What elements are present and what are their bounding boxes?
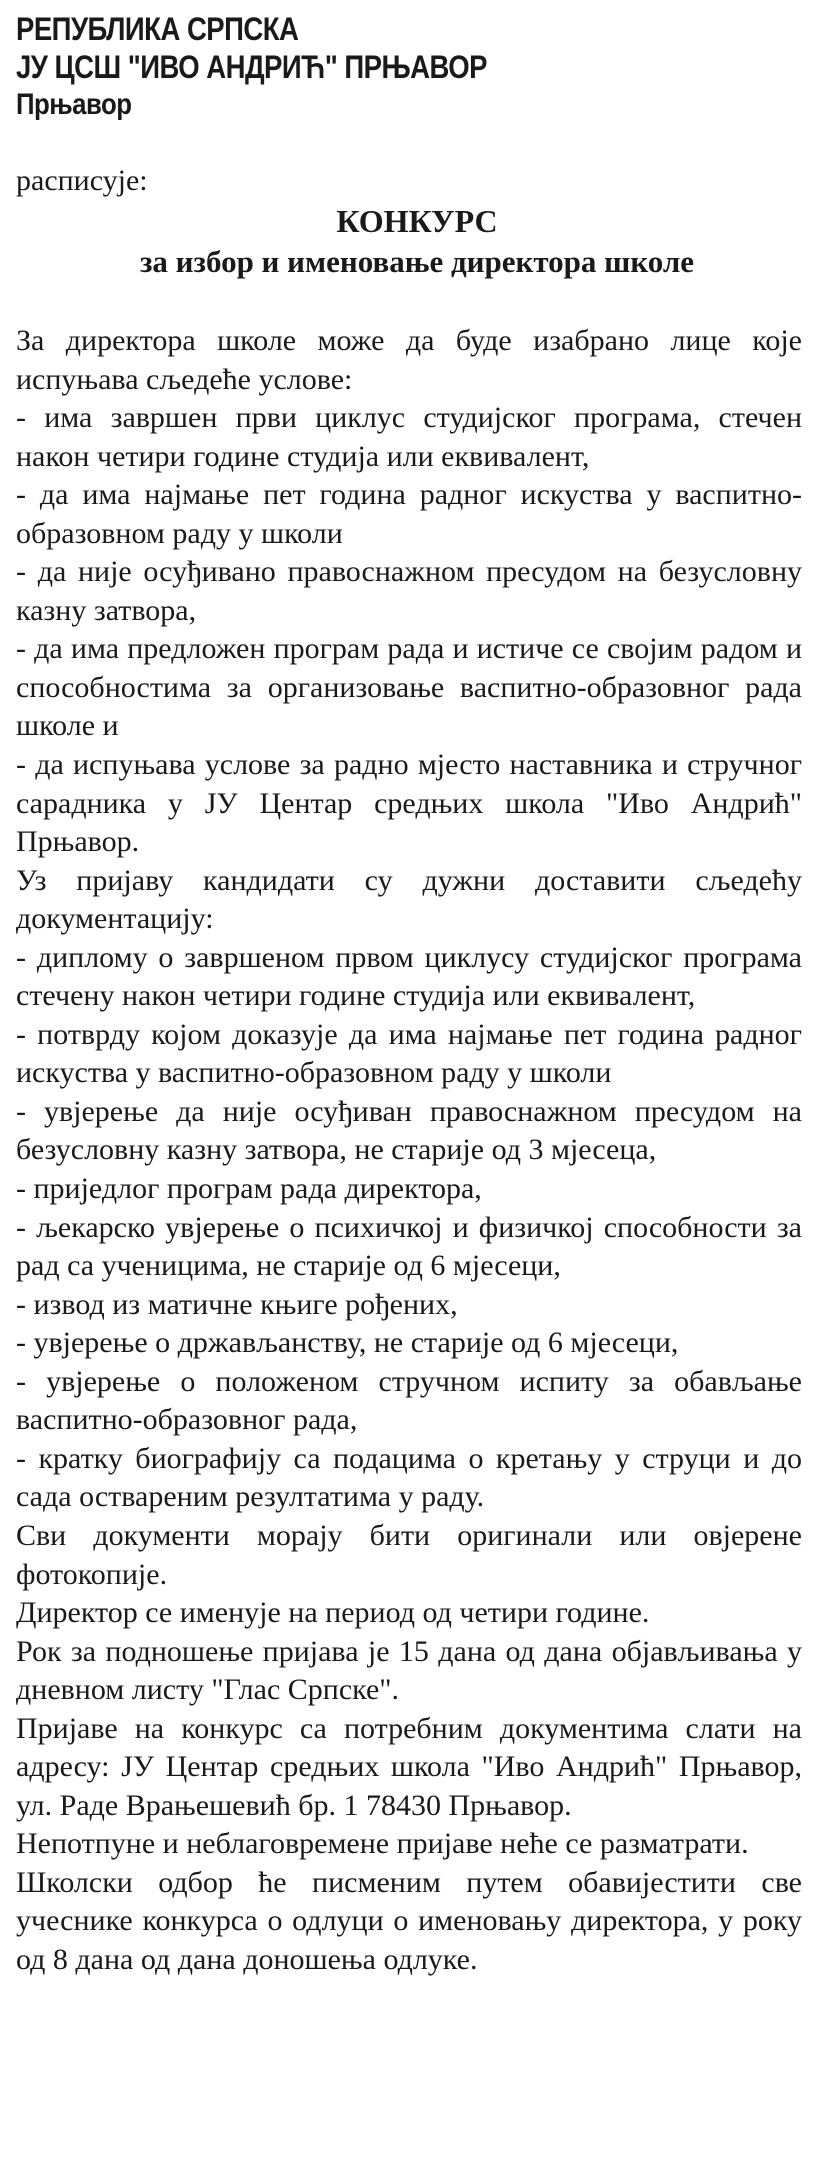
- document-item: - извод из матичне књиге рођених,: [16, 1287, 458, 1321]
- job-announcement: [16, 10, 802, 1980]
- body-paragraph: Школски одбор ће писменим путем обавијестити све учеснике конкурса о одлуци о именовању директора, у року од 8 дана од дана доношења одлуке.: [16, 1865, 802, 1976]
- condition-item: - да има најмање пет година радног искуства у васпитно-образовном раду у школи: [16, 478, 802, 550]
- document-item: - љекарско увјерење о психичкој и физичкој способности за рад са ученицима, не старије од 6 мјесеци,: [16, 1210, 802, 1283]
- document-item: - кратку биографију са подацима о кретању у струци и до сада оствареним резултатима у раду.: [16, 1441, 802, 1514]
- document-item: - диплому о завршеном првом циклусу студијског програма стечену након четири године студија или еквивалент,: [16, 940, 802, 1013]
- condition-item: - да испуњава услове за радно мјесто наставника и стручног сарадника у ЈУ Центар средњих школа "Иво Андрић" Прњавор.: [16, 748, 802, 859]
- condition-item: - да није осуђивано правоснажном пресудом на безусловну казну затвора,: [16, 555, 802, 627]
- body-paragraph: Рок за подношење пријава је 15 дана од дана објављивања у дневном листу "Глас Српске".: [16, 1634, 802, 1707]
- announcement-subtitle: за избор и именовање директора школе: [139, 244, 695, 279]
- body-paragraph: Уз пријаву кандидати су дужни доставити сљедећу документацију:: [16, 863, 802, 936]
- announcement-title: КОНКУРС: [336, 203, 498, 239]
- document-item: - увјерење да није осуђиван правоснажном пресудом на безусловну казну затвора, не старије од 3 мјесеца,: [16, 1094, 802, 1167]
- document-item: - приједлог програм рада директора,: [16, 1172, 482, 1206]
- issuer-institution: ЈУ ЦСШ "ИВО АНДРИЋ" ПРЊАВОР: [16, 49, 487, 85]
- document-item: - потврду којом доказује да има најмање пет година радног искуства у васпитно-образовном раду у школи: [16, 1017, 802, 1090]
- issuer-republic: РЕПУБЛИКА СРПСКА: [16, 11, 299, 47]
- body-paragraph: Сви документи морају бити оригинали или овјерене фотокопије.: [16, 1518, 802, 1591]
- body-paragraph: За директора школе може да буде изабрано лице које испуњава сљедеће услове:: [16, 324, 802, 396]
- body-paragraph: Пријаве на конкурс са потребним документима слати на адресу: ЈУ Центар средњих школа "Иво Андрић" Прњавор, ул. Раде Врањешевић бр. 1 78430 Прњавор.: [16, 1711, 802, 1822]
- document-item: - увјерење о положеном стручном испиту за обављање васпитно-образовног рада,: [16, 1364, 802, 1437]
- body-paragraph: Непотпуне и неблаговремене пријаве неће се разматрати.: [16, 1827, 749, 1861]
- issuer-town: Прњавор: [16, 88, 132, 121]
- body-paragraph: Директор се именује на период од четири године.: [16, 1596, 650, 1630]
- issuer-header: [16, 10, 802, 124]
- condition-item: - да има предложен програм рада и истиче се својим радом и способностима за организовање васпитно-образовног рада школе и: [16, 632, 802, 743]
- announcement-body: [16, 322, 802, 1980]
- announces-label: расписује:: [16, 164, 148, 197]
- document-item: - увјерење о држављанству, не старије од 6 мјесеци,: [16, 1326, 679, 1360]
- condition-item: - има завршен први циклус студијског програма, стечен након четири године студија или еквивалент,: [16, 401, 802, 473]
